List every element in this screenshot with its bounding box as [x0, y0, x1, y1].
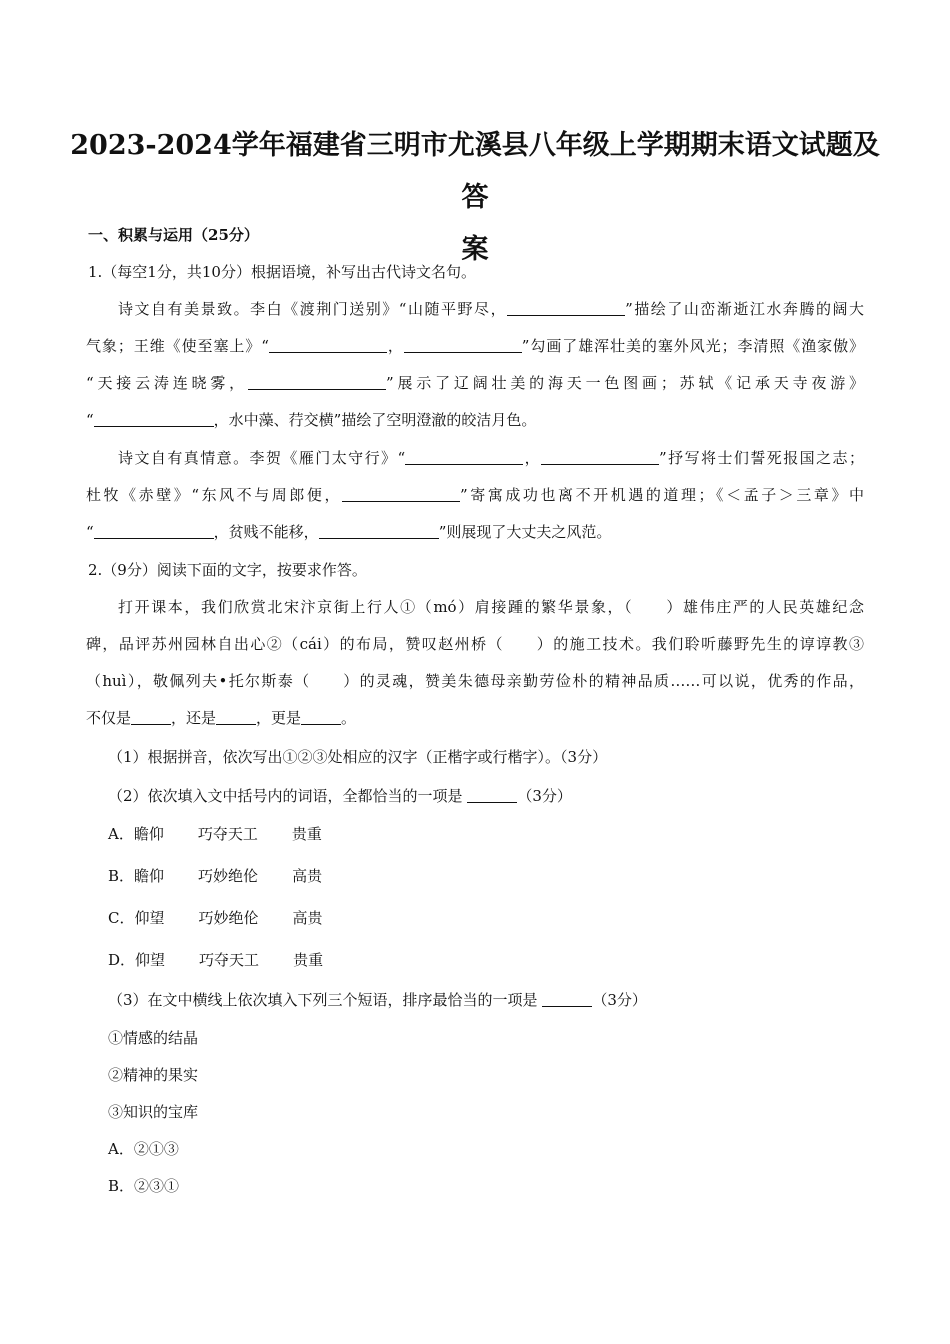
answer-blank[interactable] [131, 709, 171, 725]
q2-passage-line2: 碑，品评苏州园林自出心②（cái）的布局，赞叹赵州桥（ ）的施工技术。我们聆听藤野先生的谆谆教③ [86, 635, 864, 653]
q2-passage-line1: 打开课本，我们欣赏北宋汴京街上行人①（mó）肩接踵的繁华景象，（ ）雄伟庄严的人民英雄纪念 [118, 598, 864, 616]
document-title [60, 120, 890, 276]
phrase-item: ②精神的果实 [108, 1066, 199, 1084]
phrase-item: ①情感的结晶 [108, 1029, 199, 1047]
answer-blank[interactable] [467, 787, 517, 803]
q1-heading: 1.（每空1分，共10分）根据语境，补写出古代诗文名句。 [88, 263, 476, 281]
q2-option-b: B．瞻仰 巧妙绝伦 高贵 [108, 867, 323, 885]
q1-p2-line2: 杜牧《赤壁》“东风不与周郎便， ”寄寓成功也离不开机遇的道理；《＜孟子＞三章》中 [86, 486, 865, 504]
answer-blank[interactable] [404, 337, 522, 353]
title-line-1: 2023-2024学年福建省三明市尤溪县八年级上学期期末语文试题及答 [70, 130, 880, 213]
answer-blank[interactable] [301, 709, 341, 725]
q2-heading: 2.（9分）阅读下面的文字，按要求作答。 [88, 561, 367, 579]
title-line-2: 案 [461, 234, 489, 265]
q2-option-a: A．瞻仰 巧夺天工 贵重 [108, 825, 322, 843]
q2-option-c: C．仰望 巧妙绝伦 高贵 [108, 909, 323, 927]
section-heading: 一、积累与运用（25分） [88, 226, 259, 244]
q2-sub3: （3）在文中横线上依次填入下列三个短语，排序最恰当的一项是 （3分） [108, 991, 647, 1009]
q1-p1-line3: “天接云涛连晓雾， ”展示了辽阔壮美的海天一色图画；苏轼《记承天寺夜游》 [86, 374, 865, 392]
q1-p1-line4: “ ，水中藻、荇交横”描绘了空明澄澈的皎洁月色。 [86, 411, 537, 429]
answer-blank[interactable] [216, 709, 256, 725]
q2-passage-line3: （huì），敬佩列夫•托尔斯泰（ ）的灵魂，赞美朱德母亲勤劳俭朴的精神品质……可以说，优秀的作品， [86, 672, 864, 690]
q2-sub2: （2）依次填入文中括号内的词语，全都恰当的一项是 （3分） [108, 787, 572, 805]
answer-blank[interactable] [342, 486, 460, 502]
q2-passage-line4: 不仅是 ，还是 ，更是 。 [86, 709, 357, 727]
q2-option-d: D．仰望 巧夺天工 贵重 [108, 951, 324, 969]
phrase-item: ③知识的宝库 [108, 1103, 199, 1121]
answer-blank[interactable] [507, 300, 625, 316]
answer-blank[interactable] [405, 449, 523, 465]
q2-sub3-option-b: B．②③① [108, 1177, 180, 1195]
q1-p2-line3: “ ，贫贱不能移， ”则展现了大丈夫之风范。 [86, 523, 612, 541]
answer-blank[interactable] [94, 523, 214, 539]
q1-p1-line1: 诗文自有美景致。李白《渡荆门送别》“山随平野尽， ”描绘了山峦渐逝江水奔腾的阔大 [118, 300, 865, 318]
answer-blank[interactable] [94, 411, 214, 427]
q2-sub3-option-a: A．②①③ [108, 1140, 179, 1158]
q2-sub1: （1）根据拼音，依次写出①②③处相应的汉字（正楷字或行楷字）。（3分） [108, 748, 608, 766]
q1-p1-line2: 气象；王维《使至塞上》“ ， ”勾画了雄浑壮美的塞外风光；李清照《渔家傲》 [86, 337, 865, 355]
q1-p2-line1: 诗文自有真情意。李贺《雁门太守行》“ ， ”抒写将士们誓死报国之志； [118, 449, 864, 467]
answer-blank[interactable] [542, 991, 592, 1007]
answer-blank[interactable] [541, 449, 659, 465]
answer-blank[interactable] [319, 523, 439, 539]
answer-blank[interactable] [269, 337, 387, 353]
answer-blank[interactable] [248, 374, 386, 390]
